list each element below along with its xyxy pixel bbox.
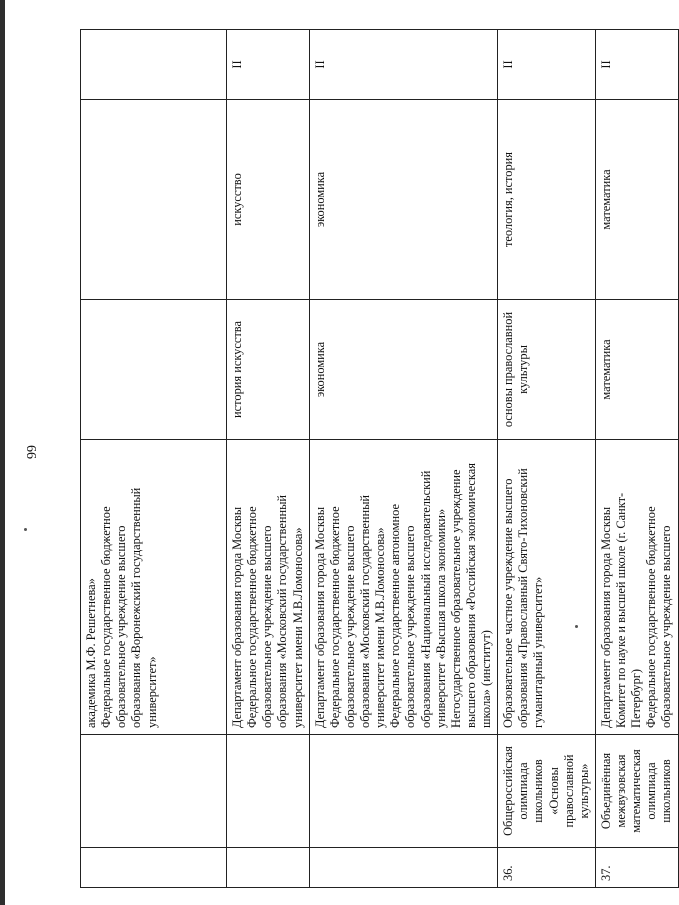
table-row	[81, 30, 227, 888]
row-number: 36.	[498, 848, 596, 888]
organizer-line: гуманитарный университет»	[531, 576, 546, 728]
organizer-line: Федеральное государственное бюджетное	[99, 506, 114, 728]
organizer-line: образовательное учреждение высшего	[114, 525, 129, 728]
row-number	[227, 848, 310, 888]
organizer-line: образования «Московский государственный	[275, 494, 290, 728]
organizer-line: образования «Национальный исследовательский	[418, 470, 433, 728]
organizer-line: Негосударственное образовательное учреждение	[448, 469, 463, 728]
table-row	[227, 30, 310, 888]
olympiad-name	[81, 735, 227, 848]
row-number: 37.	[595, 848, 678, 888]
subjects: экономика	[309, 100, 498, 300]
organizer-line: университет имени М.В.Ломоносова»	[373, 527, 388, 728]
organizer-line: академика М.Ф. Решетнева»	[84, 578, 98, 728]
table-row	[498, 30, 596, 888]
table-row	[595, 30, 678, 888]
subjects	[81, 100, 227, 300]
level: II	[227, 30, 310, 100]
profile: основы православной культуры	[498, 300, 596, 440]
row-number	[309, 848, 498, 888]
organizer-line: Департамент образования города Москвы	[598, 506, 613, 728]
organizers-cell	[595, 440, 678, 735]
olympiad-name	[227, 735, 310, 848]
page-edge	[0, 0, 5, 905]
level: II	[498, 30, 596, 100]
organizer-line: Образовательное частное учреждение высшего	[501, 478, 516, 728]
subjects: искусство	[227, 100, 310, 300]
organizer-line: Федеральное государственное бюджетное	[644, 506, 659, 728]
olympiad-table	[80, 29, 679, 888]
organizer-line: образования «Воронежский государственный	[129, 487, 144, 728]
organizer-line: Федеральное государственное бюджетное	[327, 506, 342, 728]
profile: математика	[595, 300, 678, 440]
organizer-line: Федеральное государственное бюджетное	[245, 506, 260, 728]
subjects: теология, история	[498, 100, 596, 300]
olympiad-name	[309, 735, 498, 848]
organizer-line: образовательное учреждение высшего	[260, 525, 275, 728]
level	[81, 30, 227, 100]
organizers-cell	[81, 440, 227, 735]
level: II	[595, 30, 678, 100]
organizers-cell	[498, 440, 596, 735]
profile: экономика	[309, 300, 498, 440]
profile: история искусства	[227, 300, 310, 440]
organizer-line: образования «Православный Свято-Тихоновский	[516, 468, 531, 728]
organizer-line: Департамент образования города Москвы	[312, 506, 327, 728]
table-row	[309, 30, 498, 888]
organizer-line: Петербург)	[629, 669, 644, 728]
subjects: математика	[595, 100, 678, 300]
organizer-line: высшего образования «Российская экономическая	[463, 463, 478, 728]
organizers-cell	[227, 440, 310, 735]
organizer-line: образовательное учреждение высшего	[342, 525, 357, 728]
organizer-line: школа» (институт)	[479, 630, 493, 728]
page-number: 66	[23, 445, 38, 459]
organizer-line: Комитет по науке и высшей школе (г. Санкт-	[614, 492, 628, 728]
organizer-line: университет имени М.В.Ломоносова»	[290, 527, 305, 728]
organizer-line: университет»	[144, 656, 159, 728]
organizer-line: образовательное учреждение высшего	[403, 525, 418, 728]
scan-dot	[24, 528, 27, 531]
organizers-cell	[309, 440, 498, 735]
row-number	[81, 848, 227, 888]
organizer-line: университет «Высшая школа экономики»	[433, 508, 448, 728]
organizer-line: образования «Московский государственный	[358, 494, 372, 728]
organizer-line: Департамент образования города Москвы	[230, 506, 244, 728]
profile	[81, 300, 227, 440]
level: II	[309, 30, 498, 100]
organizer-line: Федеральное государственное автономное	[388, 504, 403, 728]
olympiad-name: Объединённая межвузовская математическая олимпиада школьников	[595, 735, 678, 848]
organizer-line: образовательное учреждение высшего	[659, 525, 674, 728]
olympiad-name: Общероссийская олимпиада школьников «Основы православной культуры»	[498, 735, 596, 848]
